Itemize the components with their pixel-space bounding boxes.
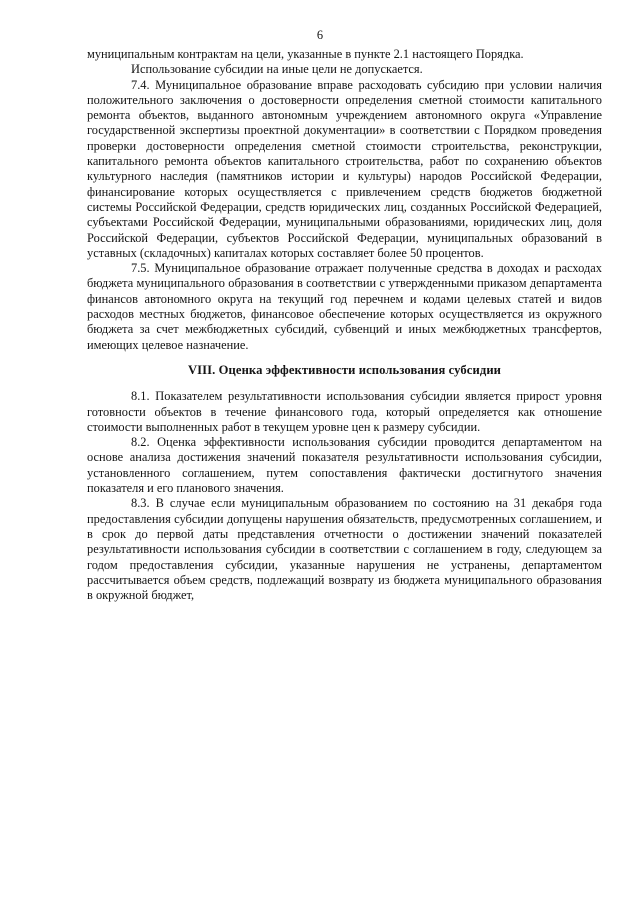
section-heading: VIII. Оценка эффективности использования субсидии [187, 362, 502, 377]
paragraph-8-3: 8.3. В случае если муниципальным образованием по состоянию на 31 декабря года предоставления субсидии допущены нарушения обязательств, предусмотренных соглашением, и в срок до первой даты представления отчетности о достижении значений показателей результативности использования субсидии в соответствии с соглашением в году, следующем за годом предоставления субсидии, указанные нарушения не устранены, департаментом рассчитывается объем средств, подлежащий возврату из бюджета муниципального образования в окружной бюджет, [87, 496, 602, 603]
paragraph-subsidy-restriction: Использование субсидии на иные цели не допускается. [131, 62, 423, 77]
paragraph-7-5: 7.5. Муниципальное образование отражает полученные средства в доходах и расходах бюджета муниципального образования в соответствии с утвержденными приказом департамента финансов автономного округа на текущий год перечнем и кодами целевых статей и видов расходов местных бюджетов, финансовое обеспечение которых осуществляется из окружного бюджета за счет межбюджетных субсидий, субвенций и иных межбюджетных трансфертов, имеющих целевое назначение. [87, 261, 602, 352]
paragraph-8-1: 8.1. Показателем результативности использования субсидии является прирост уровня готовности объектов в течение финансового года, который определяется как отношение стоимости выполненных работ в текущем уровне цен к размеру субсидии. [87, 389, 602, 434]
document-body [87, 47, 602, 603]
paragraph-7-4: 7.4. Муниципальное образование вправе расходовать субсидию при условии наличия положительного заключения о достоверности определения сметной стоимости капитального ремонта объектов, выданного автономным учреждением автономного округа «Управление государственной экспертизы проектной документации» в соответствии с Порядком проведения проверки достоверности определения сметной стоимости строительства, реконструкции, капитального ремонта объектов капитального строительства, работ по сохранению объектов культурного наследия (памятников истории и культуры) народов Российской Федерации, финансирование которых осуществляется с привлечением средств бюджетов бюджетной системы Российской Федерации, средств юридических лиц, созданных Российской Федерацией, субъектами Российской Федерации, муниципальными образованиями, юридических лиц, доля Российской Федерации, субъектов Российской Федерации, муниципальных образований в уставных (складочных) капиталах которых составляет более 50 процентов. [87, 77, 602, 260]
page-number: 6 [316, 28, 324, 42]
paragraph-continuation: муниципальным контрактам на цели, указанные в пункте 2.1 настоящего Порядка. [87, 47, 524, 61]
paragraph-8-2: 8.2. Оценка эффективности использования субсидии проводится департаментом на основе анализа достижения значений показателя результативности использования субсидии, установленного соглашением, путем сопоставления фактически достигнутого значения показателя и его планового значения. [87, 435, 602, 496]
